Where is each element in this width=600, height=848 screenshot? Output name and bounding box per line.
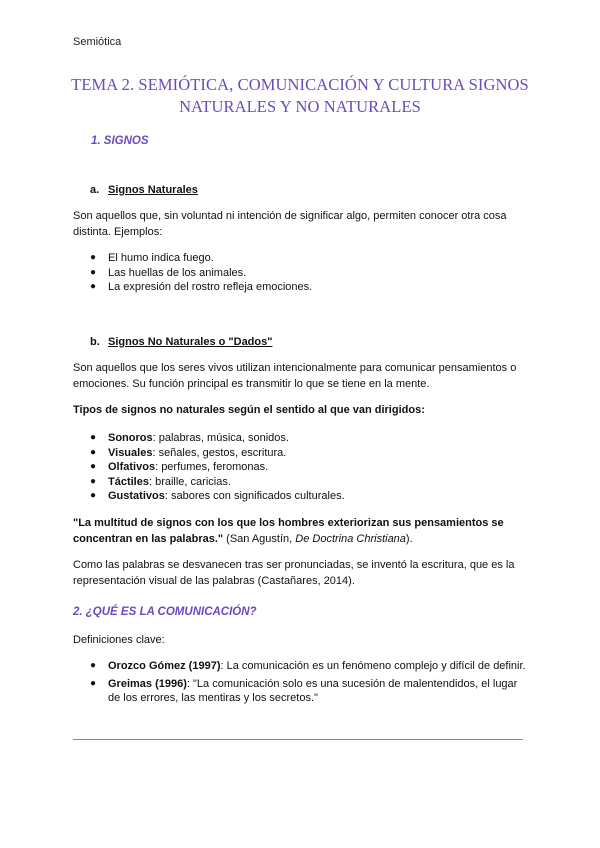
definitions-intro: Definiciones clave: bbox=[73, 634, 165, 646]
bullet-icon: ● bbox=[90, 432, 97, 443]
section-heading-signos: 1. SIGNOS bbox=[91, 135, 149, 147]
subheading-signos-naturales bbox=[90, 184, 198, 196]
list-item: ● Táctiles: braille, caricias. bbox=[90, 475, 231, 488]
list-item: ● Visuales: señales, gestos, escritura. bbox=[90, 446, 287, 459]
bullet-icon: ● bbox=[90, 677, 97, 689]
bullet-icon: ● bbox=[90, 266, 97, 278]
natural-signs-intro: Son aquellos que, sin voluntad ni intención de significar algo, permiten conocer otra cosa distinta. Ejemplos: bbox=[73, 210, 507, 238]
page-title-line-2: NATURALES Y NO NATURALES bbox=[179, 97, 421, 116]
list-item: ● Las huellas de los animales. bbox=[90, 266, 247, 279]
list-item: ● Gustativos: sabores con significados culturales. bbox=[90, 490, 345, 502]
running-header: Semiótica bbox=[73, 36, 122, 48]
list-item: ● Greimas (1996): "La comunicación solo es una sucesión de malentendidos, el lugar de los errores, las mentiras y los secretos." bbox=[90, 677, 518, 704]
page-title-line-1: TEMA 2. SEMIÓTICA, COMUNICACIÓN Y CULTURA SIGNOS bbox=[71, 75, 529, 94]
subheading-letter: b. bbox=[90, 336, 100, 348]
bullet-icon: ● bbox=[90, 461, 97, 472]
subheading-title: Signos No Naturales o "Dados" bbox=[108, 336, 273, 348]
subheading-letter: a. bbox=[90, 184, 100, 196]
non-natural-types-list bbox=[73, 431, 528, 504]
bullet-icon: ● bbox=[90, 490, 97, 501]
list-item: ● La expresión del rostro refleja emociones. bbox=[90, 281, 313, 293]
bullet-icon: ● bbox=[90, 475, 97, 487]
bullet-icon: ● bbox=[90, 446, 97, 458]
list-item: ● El humo indica fuego. bbox=[90, 252, 214, 264]
san-agustin-quote: "La multitud de signos con los que los hombres exteriorizan sus pensamientos se concentran en las palabras." (San Agustín, De Doctrina Christiana). bbox=[73, 517, 504, 545]
list-item: ● Orozco Gómez (1997): La comunicación es un fenómeno complejo y difícil de definir. bbox=[90, 660, 526, 672]
non-natural-types-heading: Tipos de signos no naturales según el sentido al que van dirigidos: bbox=[73, 404, 425, 416]
list-item: ● Olfativos: perfumes, feromonas. bbox=[90, 461, 269, 473]
bullet-icon: ● bbox=[90, 660, 97, 671]
bullet-icon: ● bbox=[90, 281, 97, 292]
subheading-signos-no-naturales bbox=[90, 336, 272, 348]
quote-text: "La multitud de signos con los que los hombres exteriorizan sus pensamientos se concentran en las palabras." bbox=[73, 517, 504, 545]
writing-paragraph: Como las palabras se desvanecen tras ser pronunciadas, se inventó la escritura, que es la representación visual de las palabras (Castañares, 2014). bbox=[73, 559, 515, 587]
definitions-list bbox=[73, 659, 528, 706]
subheading-title: Signos Naturales bbox=[108, 184, 198, 196]
section-heading-comunicacion: 2. ¿QUÉ ES LA COMUNICACIÓN? bbox=[73, 606, 257, 618]
natural-signs-examples bbox=[73, 251, 528, 295]
quote-work-title: De Doctrina Christiana bbox=[295, 532, 406, 545]
bullet-icon: ● bbox=[90, 252, 97, 263]
page-title bbox=[60, 74, 540, 118]
footer-divider bbox=[73, 739, 523, 740]
list-item: ● Sonoros: palabras, música, sonidos. bbox=[90, 432, 289, 444]
non-natural-signs-intro: Son aquellos que los seres vivos utilizan intencionalmente para comunicar pensamientos o emociones. Su función principal es transmitir lo que se tiene en la mente. bbox=[73, 362, 517, 390]
